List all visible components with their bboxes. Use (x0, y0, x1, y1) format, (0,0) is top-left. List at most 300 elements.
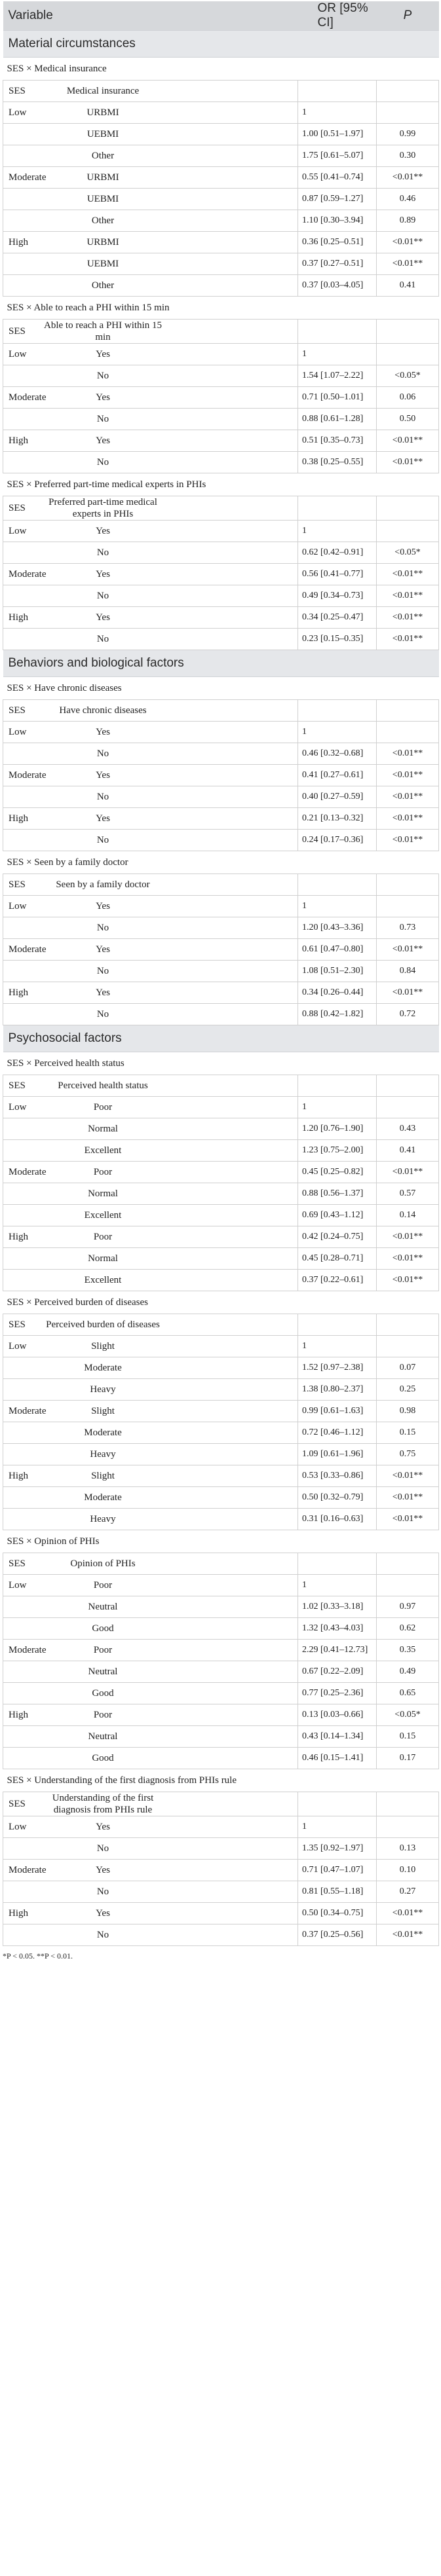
p-value-cell: 0.14 (377, 1205, 439, 1226)
row-label-cell (3, 1162, 298, 1183)
row-label-inner (3, 1422, 298, 1443)
row-label-inner (3, 1575, 298, 1596)
row-label-inner (3, 765, 298, 786)
row-label-cell (3, 808, 298, 830)
subsection-column-header (3, 1792, 439, 1816)
odds-ratio-cell: 1 (298, 1575, 377, 1596)
table-row (3, 145, 439, 167)
row-label-cell (3, 1183, 298, 1205)
column-header-or-empty (298, 496, 377, 521)
odds-ratio-cell: 0.77 [0.25–2.36] (298, 1683, 377, 1704)
table-row (3, 1183, 439, 1205)
row-label-inner (3, 1596, 298, 1617)
ses-level: Moderate (9, 944, 47, 955)
odds-ratio-cell: 1 (298, 722, 377, 743)
row-label-cell (3, 786, 298, 808)
column-header-inner (3, 1553, 298, 1574)
p-value-cell: 0.98 (377, 1401, 439, 1422)
table-row (3, 939, 439, 961)
odds-ratio-cell: 1 (298, 344, 377, 365)
variable-level: Moderate (84, 1427, 122, 1438)
column-header-inner (3, 700, 298, 721)
table-row (3, 452, 439, 473)
category-label: Psychosocial factors (3, 1025, 439, 1052)
column-header-inner (3, 496, 298, 520)
row-label-cell (3, 452, 298, 473)
col-ses-label: SES (9, 879, 26, 890)
col-var-label: Preferred part-time medical experts in PHIs (48, 497, 157, 519)
table-row (3, 1881, 439, 1903)
subsection-title-row (3, 1052, 439, 1075)
row-label-cell (3, 1816, 298, 1838)
ses-level: Low (9, 1579, 27, 1591)
p-value-cell: 0.62 (377, 1618, 439, 1640)
row-label-cell (3, 1860, 298, 1881)
row-label-inner (3, 939, 298, 960)
table-row (3, 167, 439, 189)
odds-ratio-cell: 1.38 [0.80–2.37] (298, 1379, 377, 1401)
table-row (3, 1640, 439, 1661)
row-label-inner (3, 521, 298, 542)
table-row (3, 1379, 439, 1401)
row-label-inner (3, 167, 298, 188)
variable-level: Yes (96, 612, 110, 623)
variable-level: No (96, 965, 109, 976)
variable-level: Yes (96, 769, 110, 781)
p-value-cell: 0.84 (377, 961, 439, 982)
row-label-cell (3, 210, 298, 232)
ses-level: High (9, 1231, 28, 1242)
p-value-cell: <0.01** (377, 743, 439, 765)
column-header-inner (3, 1075, 298, 1096)
row-label-cell (3, 1465, 298, 1487)
variable-level: Poor (93, 1709, 113, 1720)
variable-level: Excellent (84, 1145, 122, 1156)
p-value-cell: <0.01** (377, 430, 439, 452)
p-value-cell: 0.13 (377, 1838, 439, 1860)
p-value-cell: <0.01** (377, 939, 439, 961)
col-ses-label: SES (9, 1798, 26, 1809)
variable-level: Slight (91, 1470, 115, 1481)
column-header-or-empty (298, 1792, 377, 1816)
variable-level: No (96, 547, 109, 558)
variable-level: Slight (91, 1405, 115, 1416)
table-row (3, 210, 439, 232)
row-label-cell (3, 1270, 298, 1291)
subsection-title: SES × Have chronic diseases (3, 677, 439, 700)
variable-level: Yes (96, 348, 110, 359)
row-label-inner (3, 1270, 298, 1291)
odds-ratio-cell: 0.50 [0.32–0.79] (298, 1487, 377, 1509)
variable-level: No (96, 456, 109, 468)
row-label-inner (3, 786, 298, 807)
row-label-inner (3, 961, 298, 982)
variable-level: No (96, 791, 109, 802)
p-value-cell: <0.01** (377, 982, 439, 1004)
odds-ratio-cell: 0.37 [0.25–0.56] (298, 1924, 377, 1946)
row-label-cell (3, 1683, 298, 1704)
odds-ratio-cell: 0.13 [0.03–0.66] (298, 1704, 377, 1726)
variable-level: Excellent (84, 1209, 122, 1221)
variable-level: Normal (88, 1253, 118, 1264)
subsection-title: SES × Seen by a family doctor (3, 851, 439, 874)
p-value-cell: <0.01** (377, 607, 439, 629)
row-label-cell (3, 1661, 298, 1683)
variable-level: Yes (96, 525, 110, 536)
row-label-inner (3, 1748, 298, 1769)
row-label-cell (3, 722, 298, 743)
odds-ratio-cell: 0.37 [0.03–4.05] (298, 275, 377, 297)
variable-level: UEBMI (86, 258, 119, 269)
odds-ratio-cell: 1 (298, 896, 377, 917)
row-label-cell (3, 1726, 298, 1748)
ses-level: High (9, 435, 28, 446)
p-value-cell: <0.01** (377, 1162, 439, 1183)
row-label-cell (3, 145, 298, 167)
odds-ratio-cell: 0.45 [0.28–0.71] (298, 1248, 377, 1270)
table-row (3, 1401, 439, 1422)
odds-ratio-cell: 0.46 [0.15–1.41] (298, 1748, 377, 1769)
row-label-cell (3, 1640, 298, 1661)
odds-ratio-cell: 0.71 [0.50–1.01] (298, 387, 377, 409)
row-label-inner (3, 722, 298, 743)
row-label-cell (3, 1487, 298, 1509)
table-row (3, 765, 439, 786)
variable-level: Neutral (88, 1666, 118, 1677)
p-value-cell: <0.01** (377, 253, 439, 275)
row-label-cell (3, 1881, 298, 1903)
row-label-cell (3, 1748, 298, 1769)
p-value-cell: <0.01** (377, 786, 439, 808)
p-value-cell: <0.01** (377, 629, 439, 650)
row-label-cell (3, 743, 298, 765)
col-ses-label: SES (9, 1558, 26, 1569)
column-header-or-empty (298, 1553, 377, 1575)
p-value-cell: 0.25 (377, 1379, 439, 1401)
column-header-p-empty (377, 81, 439, 102)
odds-ratio-cell: 0.69 [0.43–1.12] (298, 1205, 377, 1226)
p-value-cell: <0.01** (377, 564, 439, 585)
variable-level: UEBMI (86, 193, 119, 204)
table-row (3, 786, 439, 808)
ses-level: High (9, 987, 28, 998)
ses-level: Moderate (9, 1166, 47, 1177)
odds-ratio-table (3, 1, 439, 1946)
p-value-cell: 0.15 (377, 1422, 439, 1444)
row-label-cell (3, 102, 298, 124)
col-var-label: Seen by a family doctor (56, 879, 150, 890)
table-row (3, 1357, 439, 1379)
odds-ratio-cell: 0.88 [0.56–1.37] (298, 1183, 377, 1205)
table-header-row (3, 1, 439, 31)
p-value-cell (377, 1097, 439, 1118)
row-label-inner (3, 1401, 298, 1422)
row-label-cell (3, 1575, 298, 1596)
row-label-cell (3, 1097, 298, 1118)
row-label-inner (3, 917, 298, 938)
odds-ratio-cell: 0.50 [0.34–0.75] (298, 1903, 377, 1924)
variable-level: Slight (91, 1340, 115, 1352)
variable-level: No (96, 1843, 109, 1854)
row-label-inner (3, 1183, 298, 1204)
row-label-inner (3, 896, 298, 917)
variable-level: No (96, 413, 109, 424)
col-var-label: Understanding of the first diagnosis from PHIs rule (52, 1793, 154, 1815)
col-var-label: Medical insurance (66, 86, 140, 96)
variable-level: Yes (96, 900, 110, 911)
odds-ratio-cell: 0.88 [0.42–1.82] (298, 1004, 377, 1025)
row-label-inner (3, 409, 298, 430)
table-row (3, 1140, 439, 1162)
row-label-cell (3, 629, 298, 650)
column-header-p-empty (377, 1553, 439, 1575)
table-row (3, 1336, 439, 1357)
table-row (3, 1270, 439, 1291)
row-label-inner (3, 585, 298, 606)
variable-level: UEBMI (86, 128, 119, 139)
table-row (3, 982, 439, 1004)
row-label-cell (3, 387, 298, 409)
table-row (3, 830, 439, 851)
row-label-cell (3, 1704, 298, 1726)
subsection-column-header (3, 320, 439, 344)
column-header-inner (3, 1314, 298, 1335)
subsection-title-row (3, 473, 439, 496)
ses-level: Low (9, 348, 27, 359)
subsection-title-row (3, 58, 439, 81)
table-row (3, 917, 439, 939)
row-label-inner (3, 1336, 298, 1357)
subsection-column-header (3, 700, 439, 722)
subsection-title: SES × Perceived burden of diseases (3, 1291, 439, 1314)
footnote: *P < 0.05. **P < 0.01. (3, 1951, 73, 1960)
row-label-inner (3, 1924, 298, 1945)
p-value-cell: 0.65 (377, 1683, 439, 1704)
table-row (3, 430, 439, 452)
ses-level: Moderate (9, 172, 47, 183)
p-value-cell: 0.75 (377, 1444, 439, 1465)
row-label-inner (3, 1004, 298, 1025)
category-row (3, 650, 439, 677)
p-value-cell: <0.01** (377, 167, 439, 189)
col-ses-label: SES (9, 1319, 26, 1330)
row-label-cell (3, 1401, 298, 1422)
p-value-cell: <0.01** (377, 765, 439, 786)
table-row (3, 1860, 439, 1881)
subsection-title: SES × Medical insurance (3, 58, 439, 81)
row-label-inner (3, 189, 298, 210)
column-header-p-empty (377, 1792, 439, 1816)
p-value-cell: 0.17 (377, 1748, 439, 1769)
odds-ratio-cell: 0.87 [0.59–1.27] (298, 189, 377, 210)
odds-ratio-cell: 0.88 [0.61–1.28] (298, 409, 377, 430)
row-label-inner (3, 1379, 298, 1400)
ses-level: High (9, 612, 28, 623)
table-row (3, 1816, 439, 1838)
variable-level: Poor (93, 1231, 113, 1242)
variable-level: Moderate (84, 1492, 122, 1503)
ses-level: Low (9, 1340, 27, 1352)
row-label-cell (3, 1924, 298, 1946)
row-label-cell (3, 253, 298, 275)
odds-ratio-cell: 1.52 [0.97–2.38] (298, 1357, 377, 1379)
row-label-inner (3, 743, 298, 764)
odds-ratio-cell: 1.09 [0.61–1.96] (298, 1444, 377, 1465)
row-label-inner (3, 387, 298, 408)
subsection-title: SES × Perceived health status (3, 1052, 439, 1075)
subsection-title-row (3, 1769, 439, 1792)
odds-ratio-cell: 0.41 [0.27–0.61] (298, 765, 377, 786)
odds-ratio-cell: 1.02 [0.33–3.18] (298, 1596, 377, 1618)
p-value-cell: 0.10 (377, 1860, 439, 1881)
column-header-p-empty (377, 320, 439, 344)
table-row (3, 344, 439, 365)
column-header-p-empty (377, 1075, 439, 1097)
category-row (3, 1025, 439, 1052)
variable-level: URBMI (86, 172, 119, 183)
row-label-cell (3, 430, 298, 452)
table-row (3, 1726, 439, 1748)
row-label-inner (3, 1640, 298, 1661)
table-row (3, 1596, 439, 1618)
row-label-inner (3, 808, 298, 829)
column-header-cell (3, 1314, 298, 1336)
table-row (3, 1118, 439, 1140)
p-value-cell: 0.97 (377, 1596, 439, 1618)
row-label-inner (3, 1097, 298, 1118)
col-var-label: Able to reach a PHI within 15 min (44, 320, 162, 342)
odds-ratio-cell: 0.62 [0.42–0.91] (298, 542, 377, 564)
variable-level: Other (91, 150, 115, 161)
table-row (3, 1097, 439, 1118)
row-label-cell (3, 564, 298, 585)
row-label-inner (3, 1903, 298, 1924)
p-value-cell: <0.01** (377, 1924, 439, 1946)
table-row (3, 1748, 439, 1769)
column-header-or-empty (298, 1075, 377, 1097)
subsection-title: SES × Understanding of the first diagnosis from PHIs rule (3, 1769, 439, 1792)
p-value-cell: <0.01** (377, 1903, 439, 1924)
ses-level: Low (9, 726, 27, 737)
row-label-inner (3, 1683, 298, 1704)
row-label-cell (3, 365, 298, 387)
variable-level: Heavy (90, 1513, 116, 1524)
odds-ratio-cell: 1.35 [0.92–1.97] (298, 1838, 377, 1860)
table-row (3, 1248, 439, 1270)
p-value-cell: <0.01** (377, 232, 439, 253)
subsection-title-row (3, 297, 439, 320)
row-label-cell (3, 896, 298, 917)
odds-ratio-cell: 0.49 [0.34–0.73] (298, 585, 377, 607)
variable-level: Yes (96, 392, 110, 403)
table-row (3, 1903, 439, 1924)
table-row (3, 542, 439, 564)
row-label-inner (3, 1881, 298, 1902)
odds-ratio-cell: 0.40 [0.27–0.59] (298, 786, 377, 808)
row-label-inner (3, 124, 298, 145)
table-row (3, 253, 439, 275)
row-label-cell (3, 1336, 298, 1357)
subsection-title: SES × Able to reach a PHI within 15 min (3, 297, 439, 320)
p-value-cell (377, 102, 439, 124)
ses-level: Low (9, 525, 27, 536)
variable-level: Good (92, 1623, 114, 1634)
col-ses-label: SES (9, 705, 26, 716)
row-label-cell (3, 189, 298, 210)
odds-ratio-cell: 0.43 [0.14–1.34] (298, 1726, 377, 1748)
table-row (3, 722, 439, 743)
row-label-cell (3, 585, 298, 607)
header-variable: Variable (3, 1, 298, 31)
row-label-cell (3, 1422, 298, 1444)
odds-ratio-cell: 0.51 [0.35–0.73] (298, 430, 377, 452)
col-ses-label: SES (9, 85, 26, 96)
row-label-cell (3, 1618, 298, 1640)
row-label-inner (3, 1816, 298, 1837)
odds-ratio-cell: 1 (298, 1336, 377, 1357)
row-label-inner (3, 430, 298, 451)
variable-level: No (96, 1008, 109, 1020)
p-value-cell: <0.01** (377, 1270, 439, 1291)
p-value-cell: <0.01** (377, 1465, 439, 1487)
row-label-cell (3, 1509, 298, 1530)
row-label-inner (3, 830, 298, 851)
row-label-inner (3, 1487, 298, 1508)
odds-ratio-cell: 2.29 [0.41–12.73] (298, 1640, 377, 1661)
table-row (3, 1683, 439, 1704)
p-value-cell: 0.43 (377, 1118, 439, 1140)
p-value-cell: <0.01** (377, 1226, 439, 1248)
col-ses-label: SES (9, 325, 26, 337)
variable-level: Neutral (88, 1601, 118, 1612)
subsection-column-header (3, 1553, 439, 1575)
variable-level: No (96, 1886, 109, 1897)
row-label-inner (3, 253, 298, 274)
row-label-cell (3, 1903, 298, 1924)
column-header-cell (3, 81, 298, 102)
p-value-cell: <0.01** (377, 1248, 439, 1270)
row-label-inner (3, 1118, 298, 1139)
row-label-cell (3, 1379, 298, 1401)
ses-level: Moderate (9, 568, 47, 580)
row-label-inner (3, 1248, 298, 1269)
p-value-cell (377, 344, 439, 365)
table-row (3, 1422, 439, 1444)
column-header-p-empty (377, 700, 439, 722)
odds-ratio-cell: 0.37 [0.22–0.61] (298, 1270, 377, 1291)
table-row (3, 232, 439, 253)
p-value-cell: 0.73 (377, 917, 439, 939)
odds-ratio-cell: 0.53 [0.33–0.86] (298, 1465, 377, 1487)
odds-ratio-cell: 0.99 [0.61–1.63] (298, 1401, 377, 1422)
odds-ratio-cell: 0.34 [0.25–0.47] (298, 607, 377, 629)
table-row (3, 1205, 439, 1226)
table-row (3, 189, 439, 210)
variable-level: Heavy (90, 1448, 116, 1460)
column-header-or-empty (298, 700, 377, 722)
p-value-cell: 0.30 (377, 145, 439, 167)
col-var-label: Have chronic diseases (59, 705, 147, 716)
variable-level: Heavy (90, 1384, 116, 1395)
ses-level: High (9, 813, 28, 824)
row-label-cell (3, 124, 298, 145)
p-value-cell: <0.05* (377, 1704, 439, 1726)
p-value-cell: 0.57 (377, 1183, 439, 1205)
subsection-title: SES × Preferred part-time medical experts in PHIs (3, 473, 439, 496)
row-label-cell (3, 939, 298, 961)
odds-ratio-cell: 1 (298, 1097, 377, 1118)
p-value-cell (377, 1816, 439, 1838)
